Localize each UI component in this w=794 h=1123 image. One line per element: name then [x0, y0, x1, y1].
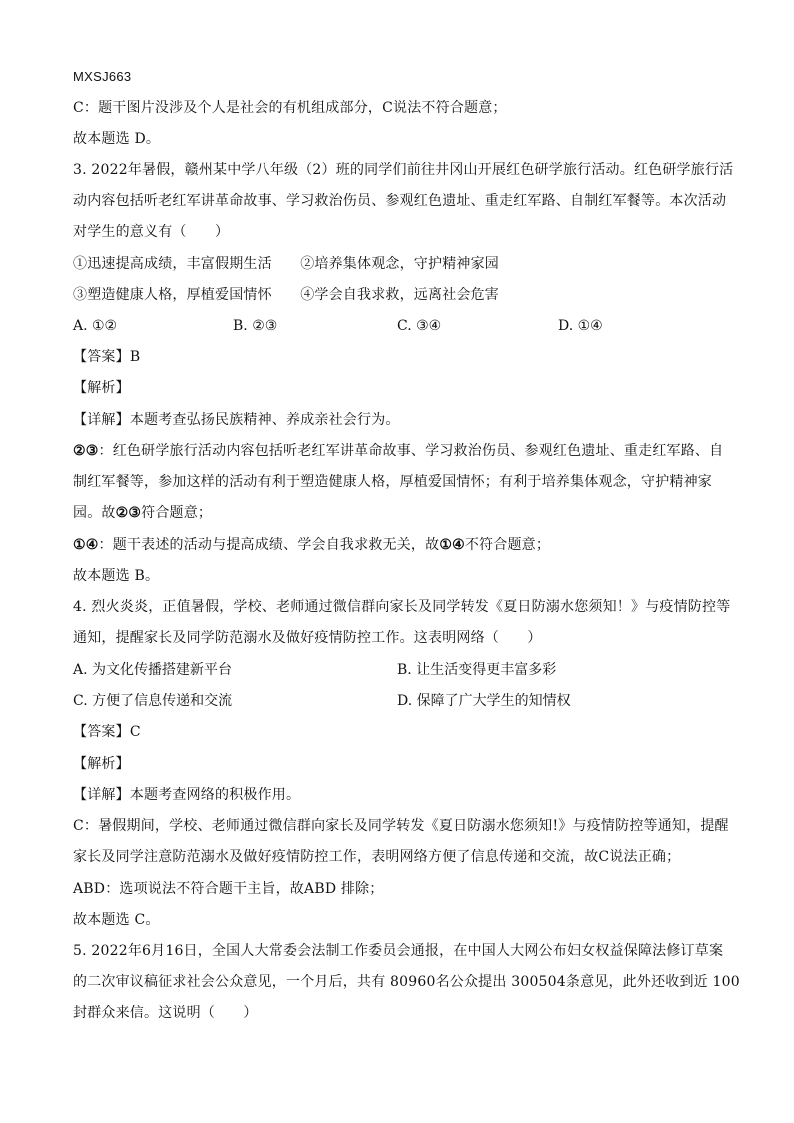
detail-label: 【详解】 — [73, 412, 130, 428]
q2-conclusion: 故本题选 D。 — [73, 131, 161, 147]
q3-items-line-1: ①迅速提高成绩，丰富假期生活 ②培养集体观念，守护精神家园 — [73, 256, 499, 272]
q3-option-d: D. ①④ — [558, 318, 603, 334]
q5-stem-line-1: 5. 2022年6月16日，全国人大常委会法制工作委员会通报，在中国人大网公布妇女权益保障法修订草案 — [73, 943, 724, 959]
q3-conclusion: 故本题选 B。 — [73, 568, 160, 584]
explain2-key: ①④ — [73, 537, 99, 553]
q4-conclusion: 故本题选 C。 — [73, 912, 160, 928]
q2-analysis-c: C：题干图片没涉及个人是社会的有机组成部分，C说法不符合题意； — [73, 100, 507, 116]
q5-stem-line-2: 的二次审议稿征求社会公众意见，一个月后，共有 80960名公众提出 300504条意见，此外还收到近 100 — [73, 974, 740, 990]
header-code: MXSJ663 — [73, 69, 132, 84]
q3-explain1-line-3 — [73, 504, 212, 522]
q4-option-d: D. 保障了广大学生的知情权 — [397, 693, 571, 709]
q4-option-c: C. 方便了信息传递和交流 — [73, 693, 233, 709]
q3-explain2 — [73, 536, 550, 554]
explain2-end: 不符合题意； — [464, 537, 551, 553]
detail-text: 本题考查网络的积极作用。 — [129, 787, 301, 803]
explain1-key: ②③ — [73, 443, 99, 459]
q3-option-a: A. ①② — [73, 318, 118, 334]
q3-option-c: C. ③④ — [397, 318, 442, 334]
q4-explain-line-2: 家长及同学注意防范溺水及做好疫情防控工作，表明网络方便了信息传递和交流，故C说法正确； — [73, 849, 681, 865]
q3-stem-line-1: 3. 2022年暑假，赣州某中学八年级（2）班的同学们前往井冈山开展红色研学旅行活动。红色研学旅行活 — [73, 162, 734, 178]
q4-option-a: A. 为文化传播搭建新平台 — [73, 662, 233, 678]
q3-analysis-label: 【解析】 — [73, 380, 130, 396]
q4-explain-line-3: ABD：选项说法不符合题干主旨，故ABD 排除； — [73, 881, 384, 897]
q3-items-line-2: ③塑造健康人格，厚植爱国情怀 ④学会自我求救，远离社会危害 — [73, 287, 499, 303]
q4-stem-line-1: 4. 烈火炎炎，正值暑假，学校、老师通过微信群向家长及同学转发《夏日防溺水您须知！》与疫情防控等 — [73, 599, 731, 615]
detail-text: 本题考查弘扬民族精神、养成亲社会行为。 — [129, 412, 400, 428]
q3-option-b: B. ②③ — [233, 318, 278, 334]
explain1-end: 符合题意； — [141, 505, 213, 521]
explain1-key2: ②③ — [115, 505, 142, 521]
q5-stem-line-3: 封群众来信。这说明（ ） — [73, 1005, 258, 1021]
q4-stem-line-2: 通知，提醒家长及同学防范溺水及做好疫情防控工作。这表明网络（ ） — [73, 630, 542, 646]
q4-answer — [73, 723, 141, 741]
q4-analysis-label: 【解析】 — [73, 756, 130, 772]
explain2-key2: ①④ — [439, 537, 465, 553]
q4-explain-line-1: C：暑假期间，学校、老师通过微信群向家长及同学转发《夏日防溺水您须知!》与疫情防控等通知，提醒 — [73, 818, 729, 834]
q3-stem-line-2: 动内容包括听老红军讲革命故事、学习救治伤员、参观红色遗址、重走红军路、自制红军餐等。本次活动 — [73, 193, 727, 209]
explain2-text: ：题干表述的活动与提高成绩、学会自我求救无关，故 — [98, 537, 440, 553]
answer-label: 【答案】 — [73, 349, 130, 365]
q3-explain1-line-1 — [73, 442, 723, 460]
q3-stem-line-3: 对学生的意义有（ ） — [73, 224, 230, 240]
q3-explain1-line-2: 制红军餐等，参加这样的活动有利于塑造健康人格，厚植爱国情怀；有利于培养集体观念，守护精神家 — [73, 474, 712, 490]
explain1-text-3: 园。故 — [73, 505, 116, 521]
detail-label: 【详解】 — [73, 787, 130, 803]
q4-detail — [73, 786, 300, 804]
answer-value: B — [129, 349, 141, 365]
q3-detail — [73, 411, 400, 429]
q3-answer — [73, 348, 140, 366]
explain1-text-1: ：红色研学旅行活动内容包括听老红军讲革命故事、学习救治伤员、参观红色遗址、重走红军路、自 — [98, 443, 724, 459]
q4-option-b: B. 让生活变得更丰富多彩 — [397, 662, 557, 678]
answer-value: C — [129, 724, 141, 740]
answer-label: 【答案】 — [73, 724, 130, 740]
